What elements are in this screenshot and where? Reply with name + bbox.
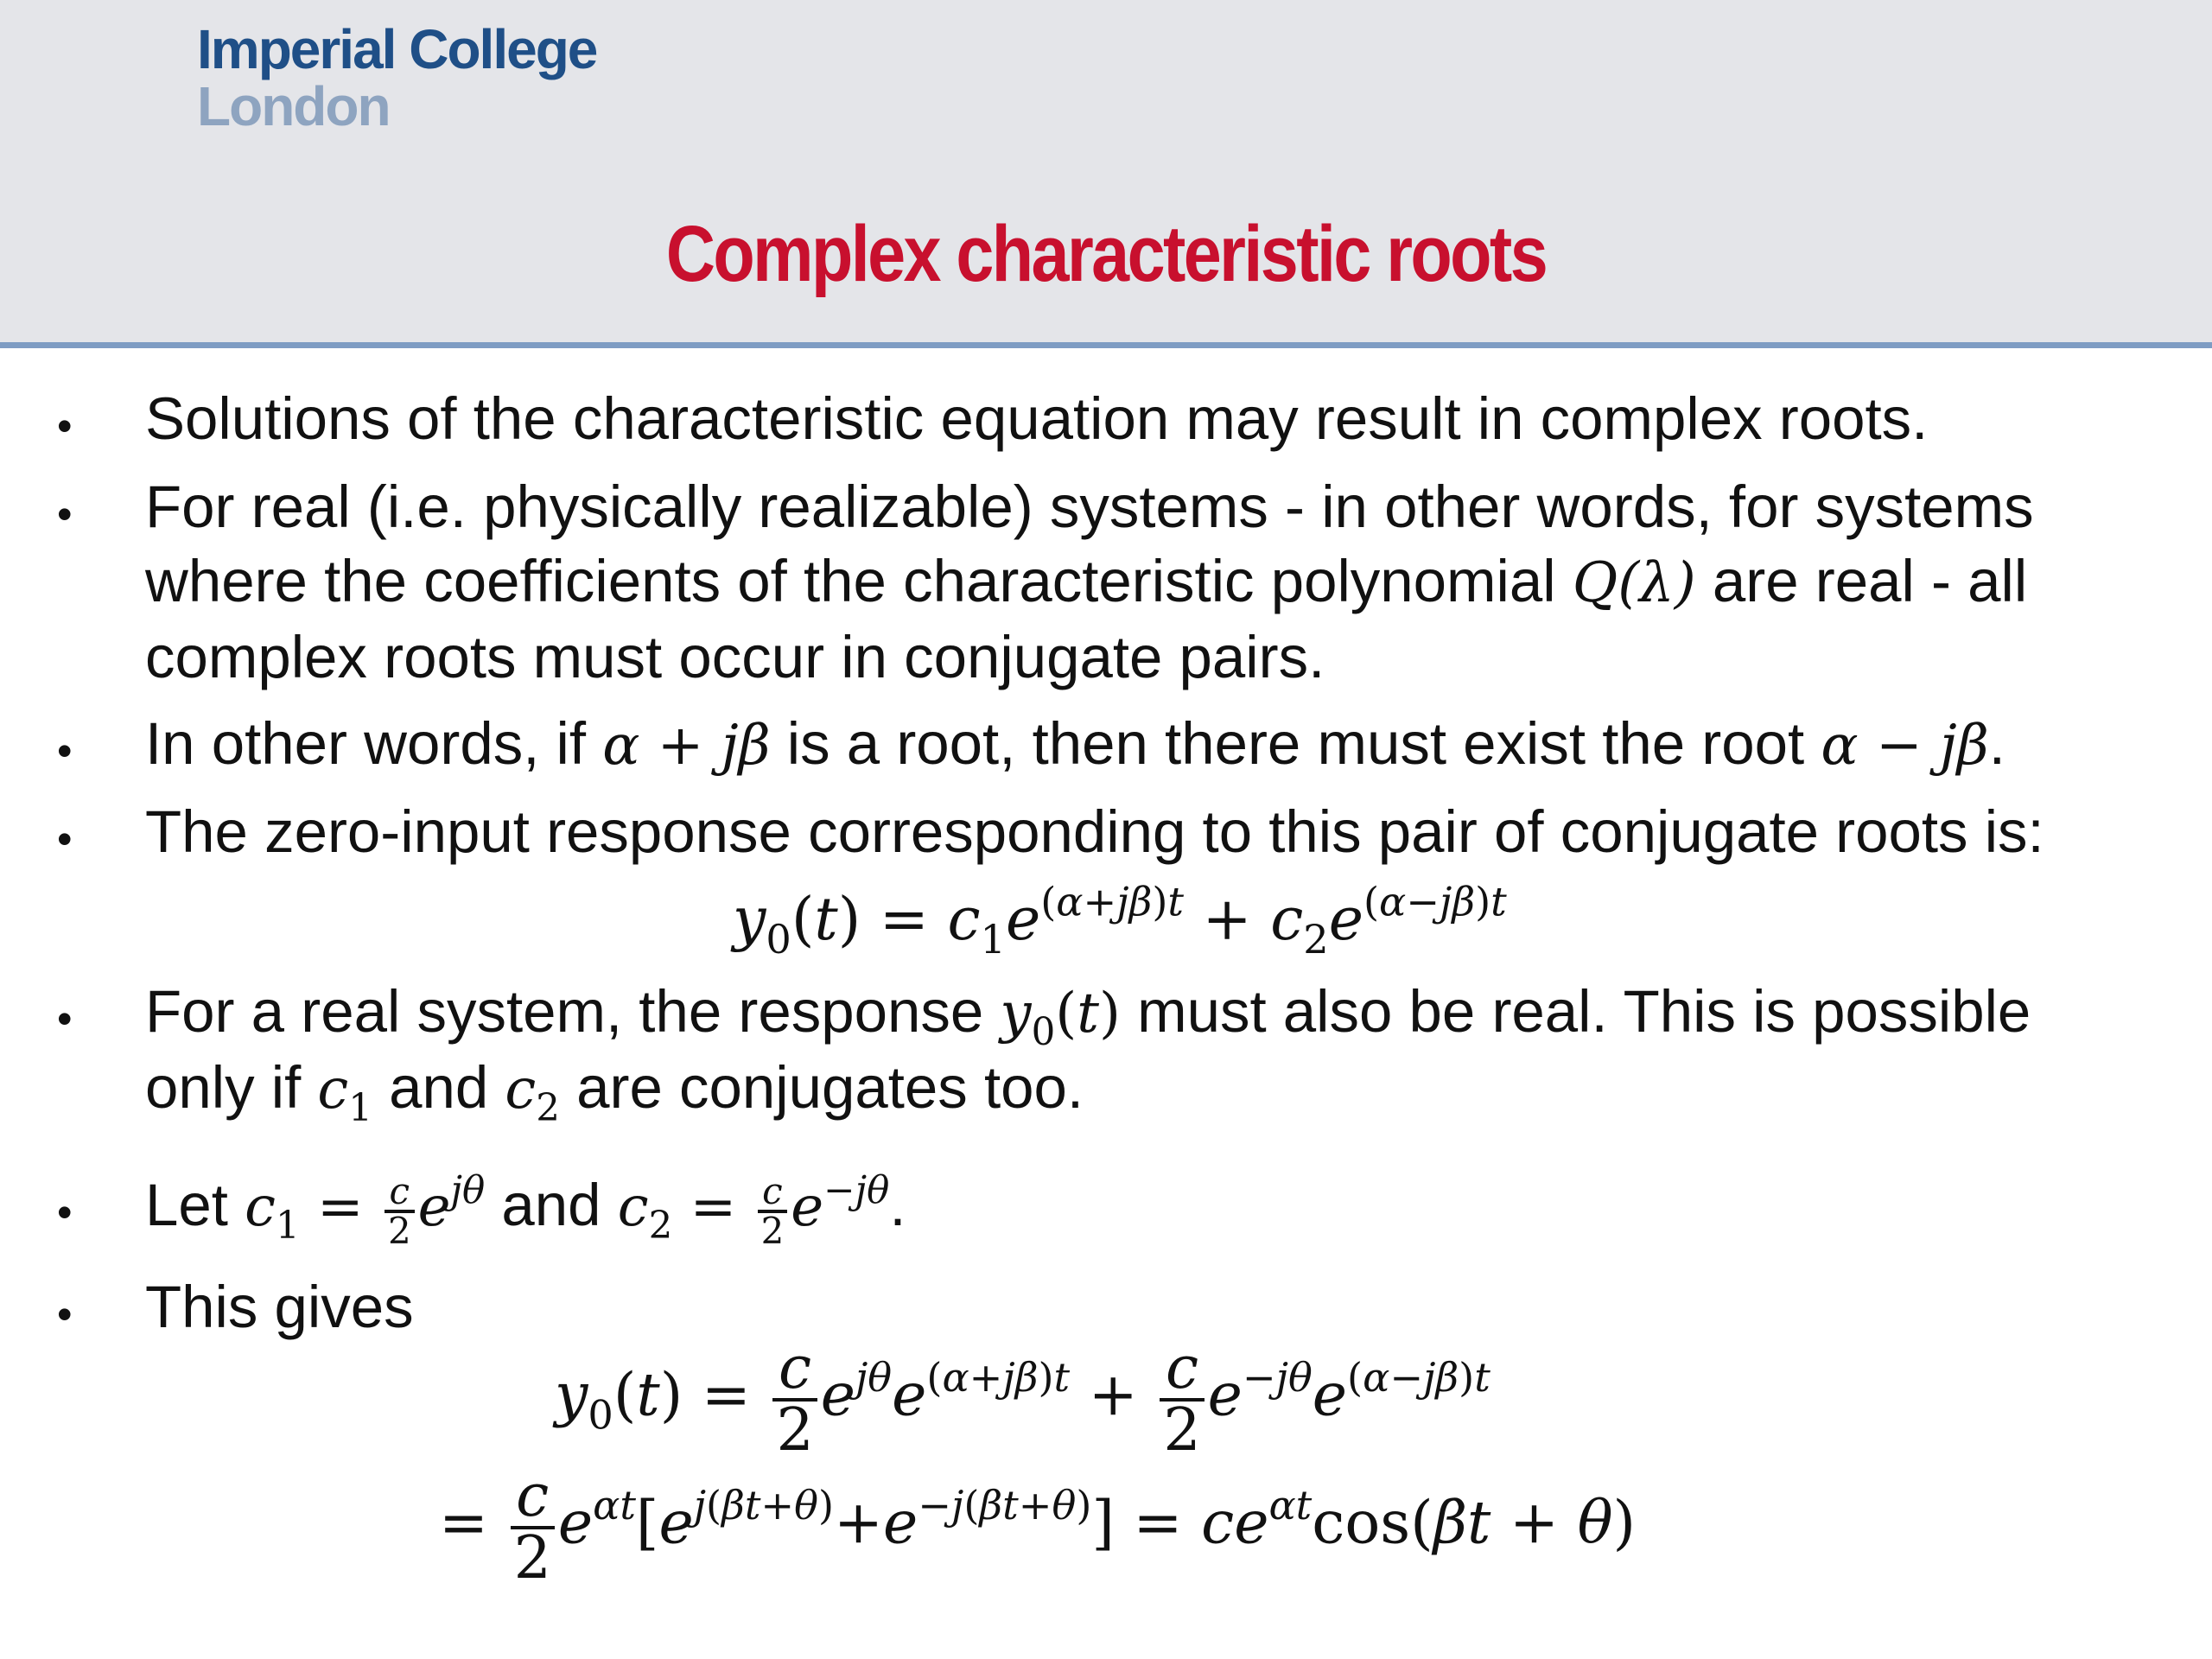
bullet-glyph: • [57, 995, 73, 1043]
bullet-3 [145, 707, 2133, 783]
c1-symbol: $c_1$ [317, 1058, 372, 1131]
bullet-6-text-a: Let [145, 1172, 228, 1238]
root-plus: α + jβ [602, 714, 771, 778]
bullet-2-line-1: For real (i.e. physically realizable) systems - in other words, for systems [145, 474, 2034, 540]
slide-header [0, 0, 2212, 348]
bullet-5-text-a: For a real system, the response [145, 978, 984, 1045]
bullet-2-line-2a: where the coefficients of the characteristic polynomial [145, 548, 1556, 614]
c1-definition: $c_1$ = $\frac{c}{2}$ $e^{j\theta}$ [245, 1168, 486, 1252]
bullet-5-text-e: are conjugates too. [576, 1054, 1084, 1121]
bullet-3-text-a: In other words, if [145, 710, 587, 777]
bullet-glyph: • [57, 402, 73, 450]
bullet-6-text-b: and [501, 1172, 601, 1238]
bullet-2-line-3: complex roots must occur in conjugate pairs. [145, 624, 1325, 690]
c2-symbol: $c_2$ [505, 1058, 560, 1131]
bullet-3-period: . [1988, 710, 2005, 777]
logo-line-2: London [197, 75, 390, 137]
bullet-glyph: • [57, 490, 73, 538]
root-minus: α − jβ [1821, 714, 1989, 778]
bullet-1-text: Solutions of the characteristic equation may result in complex roots. [145, 385, 1929, 452]
imperial-logo [197, 18, 597, 137]
bullet-glyph: • [57, 1188, 73, 1236]
bullet-3-text-b: is a root, then there must exist the root [786, 710, 1805, 777]
equation-zero-input: $y_0(t) = c_1e^{(\alpha+j\beta)t} + c_2e^{(\alpha-j\beta)t}$ [733, 878, 1507, 963]
bullet-5-text-c: only if [145, 1054, 302, 1121]
bullet-6-period: . [889, 1172, 906, 1238]
bullet-2-line-2b: are real - all [1712, 548, 2028, 614]
c2-definition: $c_2$ = $\frac{c}{2}$ $e^{-j\theta}$ [617, 1168, 890, 1252]
equation-result-line-2: = $\frac{c}{2}$ $e^{\alpha t}[e^{j(\beta t+\theta)}+e^{-j(\beta t+\theta)}] = ce^{\alpha t}\cos(\beta t + \theta)$ [439, 1462, 1637, 1592]
logo-line-1: Imperial College [197, 18, 597, 80]
bullet-5 [145, 975, 2133, 1131]
bullet-glyph: • [57, 1290, 73, 1338]
slide-title: Complex characteristic roots [665, 210, 1547, 298]
bullet-5-text-d: and [389, 1054, 489, 1121]
bullet-2 [145, 470, 2133, 695]
bullet-glyph: • [57, 815, 73, 863]
bullet-5-text-b: must also be real. This is possible [1137, 978, 2031, 1045]
polynomial-symbol: Q(λ) [1572, 551, 1696, 615]
bullet-7-text: This gives [145, 1274, 414, 1340]
bullet-6 [145, 1168, 2133, 1252]
equation-result-line-1: $y_0(t)$ = $\frac{c}{2}$ $e^{j\theta}e^{(\alpha+j\beta)t}$ + $\frac{c}{2}$ $e^{-j\theta}e^{(\alpha-j\beta)t}$ [555, 1334, 1491, 1465]
bullet-glyph: • [57, 727, 73, 775]
bullet-4-text: The zero-input response corresponding to this pair of conjugate roots is: [145, 798, 2044, 865]
response-symbol: $y_0(t)$ [1000, 982, 1121, 1055]
